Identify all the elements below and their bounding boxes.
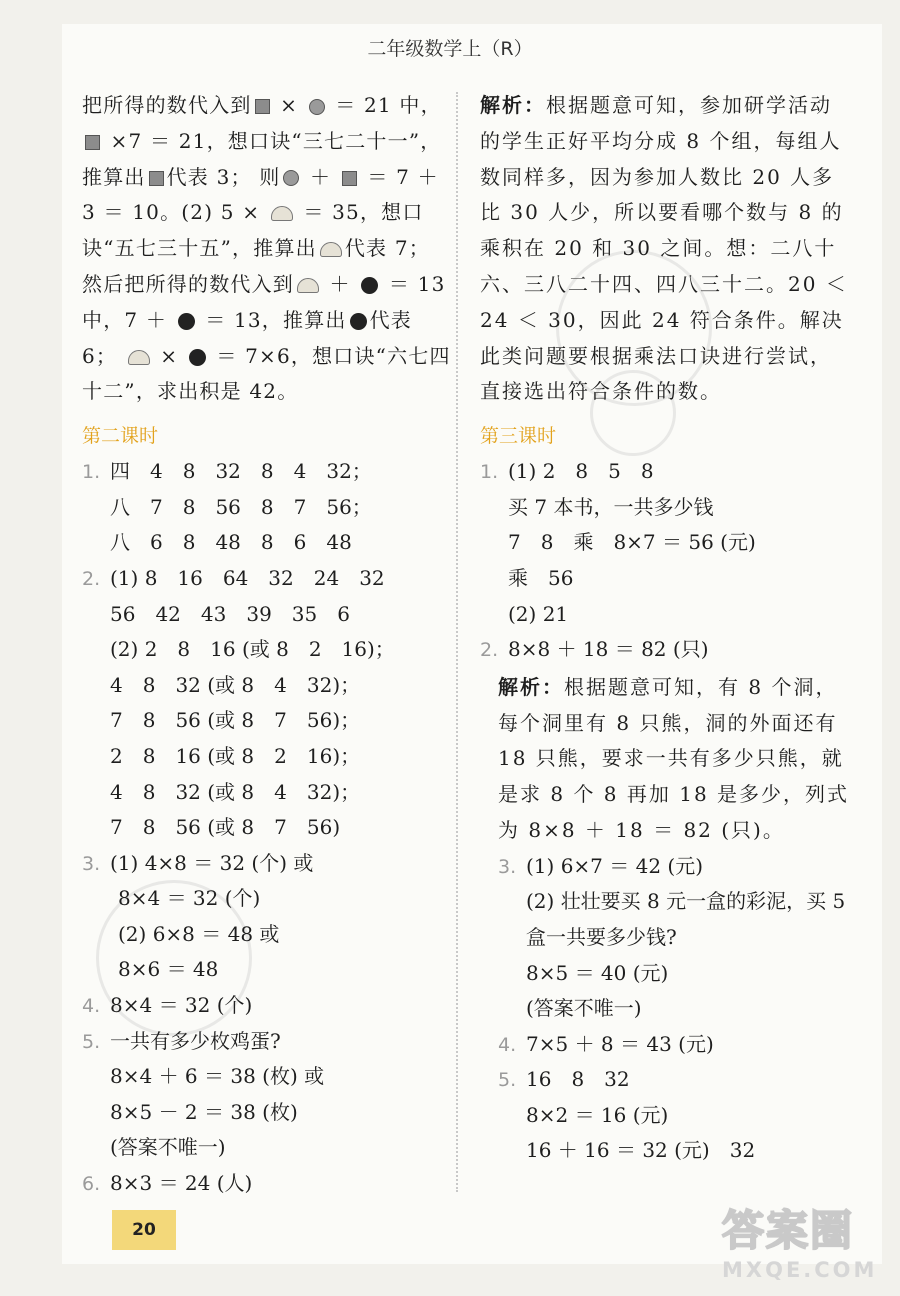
gray-square-icon [342, 171, 357, 186]
answer-text: 盒一共要多少钱? [526, 924, 677, 949]
answer-text: (1) 2 8 5 8 [508, 459, 654, 484]
answer-line [82, 561, 454, 597]
question-number: 2. [480, 639, 499, 662]
section-title-lesson-3: 第三课时 [480, 425, 557, 448]
answer-text: (答案不唯一) [526, 996, 642, 1021]
intro-text: 代表 3； 则 [166, 164, 281, 189]
lesson-3-answers-b [480, 849, 850, 1169]
answer-text: 一共有多少枚鸡蛋? [110, 1028, 281, 1053]
answer-line [82, 1130, 454, 1166]
spacer [82, 410, 454, 416]
answer-line [82, 703, 454, 739]
answer-line [82, 775, 454, 811]
intro-text: ＝ 21 中， [327, 93, 442, 117]
answer-line [82, 490, 454, 526]
answer-line [498, 1098, 850, 1134]
intro-text: 代表 7； 然后把所得的数代入到 [82, 236, 430, 296]
answer-text: 买 7 本书，一共多少钱 [508, 494, 714, 519]
gray-circle-icon [309, 99, 325, 115]
gray-square-icon [255, 99, 270, 114]
answer-line [82, 454, 454, 490]
spacer [480, 410, 850, 416]
answer-text: 8×4 ＝ 32 (个) [118, 886, 261, 911]
question-number: 2. [82, 567, 101, 590]
column-divider [456, 92, 458, 1192]
answer-line [480, 597, 850, 633]
answer-text: 8×2 ＝ 16 (元) [526, 1102, 669, 1127]
answer-line [82, 668, 454, 704]
answer-line [498, 991, 850, 1027]
intro-text: ＝ 7×6，想口诀“六七四十二”，求出积是 42。 [82, 343, 451, 404]
answer-text: 八 6 8 48 8 6 48 [110, 530, 352, 555]
gray-square-icon [149, 171, 164, 186]
answer-line [82, 739, 454, 775]
answer-line [82, 1095, 454, 1131]
answer-line [498, 1062, 850, 1098]
analysis-paragraph-1 [480, 88, 850, 410]
answer-text: 8×8 ＋ 18 ＝ 82 (只) [508, 637, 709, 662]
left-intro-paragraph [82, 88, 454, 410]
peach-icon [320, 242, 342, 257]
intro-text: × [272, 93, 306, 117]
answer-line [82, 881, 454, 917]
question-number: 5. [498, 1069, 517, 1092]
left-column [82, 88, 454, 1202]
answer-text: 16 8 32 [526, 1067, 630, 1092]
apple-icon [189, 349, 206, 366]
answer-text: (2) 6×8 ＝ 48 或 [118, 921, 280, 946]
answer-line [82, 632, 454, 668]
answer-line [480, 632, 850, 668]
answer-text: (2) 21 [508, 601, 569, 626]
watermark-title: 答案圈 [722, 1206, 855, 1255]
apple-icon [178, 313, 195, 330]
intro-text: 代表 6； [82, 307, 413, 368]
page-number: 20 [112, 1210, 176, 1250]
intro-text: ＋ [302, 164, 339, 189]
answer-text: (1) 8 16 64 32 24 32 [110, 565, 385, 590]
intro-text: ＝ 7 ＋ 3 ＝ 10。(2) 5 × [82, 164, 439, 225]
answer-text: 8×4 ＝ 32 (个) [110, 993, 253, 1018]
answer-text: (1) 6×7 ＝ 42 (元) [526, 853, 704, 878]
answer-line [82, 846, 454, 882]
answer-text: 16 ＋ 16 ＝ 32 (元) 32 [526, 1138, 756, 1163]
answer-line [82, 1024, 454, 1060]
peach-icon [271, 206, 293, 221]
answer-text: 7 8 乘 8×7 ＝ 56 (元) [508, 530, 756, 555]
answer-line [82, 988, 454, 1024]
analysis-text: 根据题意可知，参加研学活动的学生正好平均分成 8 个组，每组人数同样多，因为参加人数比 20 人多比 30 人少，所以要看哪个数与 8 的乘积在 20 和 30 之间。想：二八十六、三八二十四、四八三十二。20 ＜ 24 ＜ 30，因此 24 符合条件。解决此类问题要根据乘法口诀进行尝试，直接选出符合条件的数。 [480, 93, 848, 404]
answer-line [498, 849, 850, 885]
answer-text: 7×5 ＋ 8 ＝ 43 (元) [526, 1031, 714, 1056]
peach-icon [297, 278, 319, 293]
gray-circle-icon [283, 170, 299, 186]
question-number: 4. [82, 995, 101, 1018]
analysis-text: 根据题意可知，有 8 个洞，每个洞里有 8 只熊，洞的外面还有 18 只熊，要求一共有多少只熊，就是求 8 个 8 再加 18 是多少，列式为 8×8 ＋ 18 ＝ 82 (只)。 [498, 674, 850, 842]
analysis-label: 解析： [480, 93, 546, 117]
answer-text: 7 8 56 (或 8 7 56) [110, 815, 341, 840]
section-title-lesson-2: 第二课时 [82, 425, 159, 448]
page-header: 二年级数学上（R） [367, 38, 533, 60]
answer-text: 8×5 － 2 ＝ 38 (枚) [110, 1099, 298, 1124]
answer-text: 4 8 32 (或 8 4 32)； [110, 779, 361, 804]
answer-line [82, 1059, 454, 1095]
apple-icon [350, 313, 367, 330]
answer-text: 2 8 16 (或 8 2 16)； [110, 743, 361, 768]
answer-text: 8×6 ＝ 48 [118, 957, 219, 982]
answer-text: 8×4 ＋ 6 ＝ 38 (枚) 或 [110, 1064, 325, 1089]
answer-line [498, 1133, 850, 1169]
question-number: 4. [498, 1033, 517, 1056]
intro-text: 把所得的数代入到 [82, 93, 252, 117]
apple-icon [361, 277, 378, 294]
answer-line [480, 525, 850, 561]
lesson-3-answers-a [480, 454, 850, 668]
answer-text: 乘 56 [508, 565, 574, 590]
answer-text: 7 8 56 (或 8 7 56)； [110, 708, 361, 733]
question-number: 3. [498, 855, 517, 878]
answer-text: 4 8 32 (或 8 4 32)； [110, 672, 361, 697]
question-number: 5. [82, 1030, 101, 1053]
answer-text: (答案不唯一) [110, 1135, 226, 1160]
right-column [480, 88, 850, 1169]
answer-line [82, 525, 454, 561]
question-number: 6. [82, 1173, 101, 1196]
lesson-2-answers [82, 454, 454, 1201]
intro-text: ＝ 13 中，7 ＋ [82, 271, 446, 332]
intro-text: ＋ [322, 271, 359, 296]
gray-square-icon [85, 135, 100, 150]
intro-text: ×7 ＝ 21，想口诀“三七二十一”，推算出 [82, 128, 442, 189]
analysis-label: 解析： [498, 674, 564, 699]
answer-text: 56 42 43 39 35 6 [110, 601, 350, 626]
analysis-paragraph-2 [480, 670, 850, 849]
question-number: 3. [82, 852, 101, 875]
answer-line [498, 920, 850, 956]
answer-text: 8×3 ＝ 24 (人) [110, 1171, 253, 1196]
answer-line [498, 956, 850, 992]
answer-line [82, 597, 454, 633]
question-number: 1. [480, 461, 499, 484]
answer-text: 四 4 8 32 8 4 32； [110, 459, 372, 484]
site-watermark-logo [722, 1206, 897, 1290]
answer-line [480, 454, 850, 490]
answer-line [82, 1166, 454, 1202]
answer-text: (2) 壮壮要买 8 元一盒的彩泥，买 5 [526, 889, 846, 914]
answer-line [498, 1027, 850, 1063]
answer-line [82, 810, 454, 846]
answer-line [498, 884, 850, 920]
intro-text: ＝ 35，想口诀“五七三十五”，推算出 [82, 200, 424, 261]
answer-line [480, 561, 850, 597]
watermark-url: MXQE.COM [722, 1258, 878, 1282]
answer-text: (1) 4×8 ＝ 32 (个) 或 [110, 850, 314, 875]
peach-icon [128, 350, 150, 365]
answer-text: 8×5 ＝ 40 (元) [526, 960, 669, 985]
question-number: 1. [82, 461, 101, 484]
intro-text: ＝ 13，推算出 [197, 307, 347, 332]
answer-text: (2) 2 8 16 (或 8 2 16)； [110, 637, 395, 662]
answer-text: 八 7 8 56 8 7 56； [110, 494, 372, 519]
answer-line [82, 952, 454, 988]
intro-text: × [152, 343, 186, 368]
answer-line [480, 490, 850, 526]
answer-line [82, 917, 454, 953]
